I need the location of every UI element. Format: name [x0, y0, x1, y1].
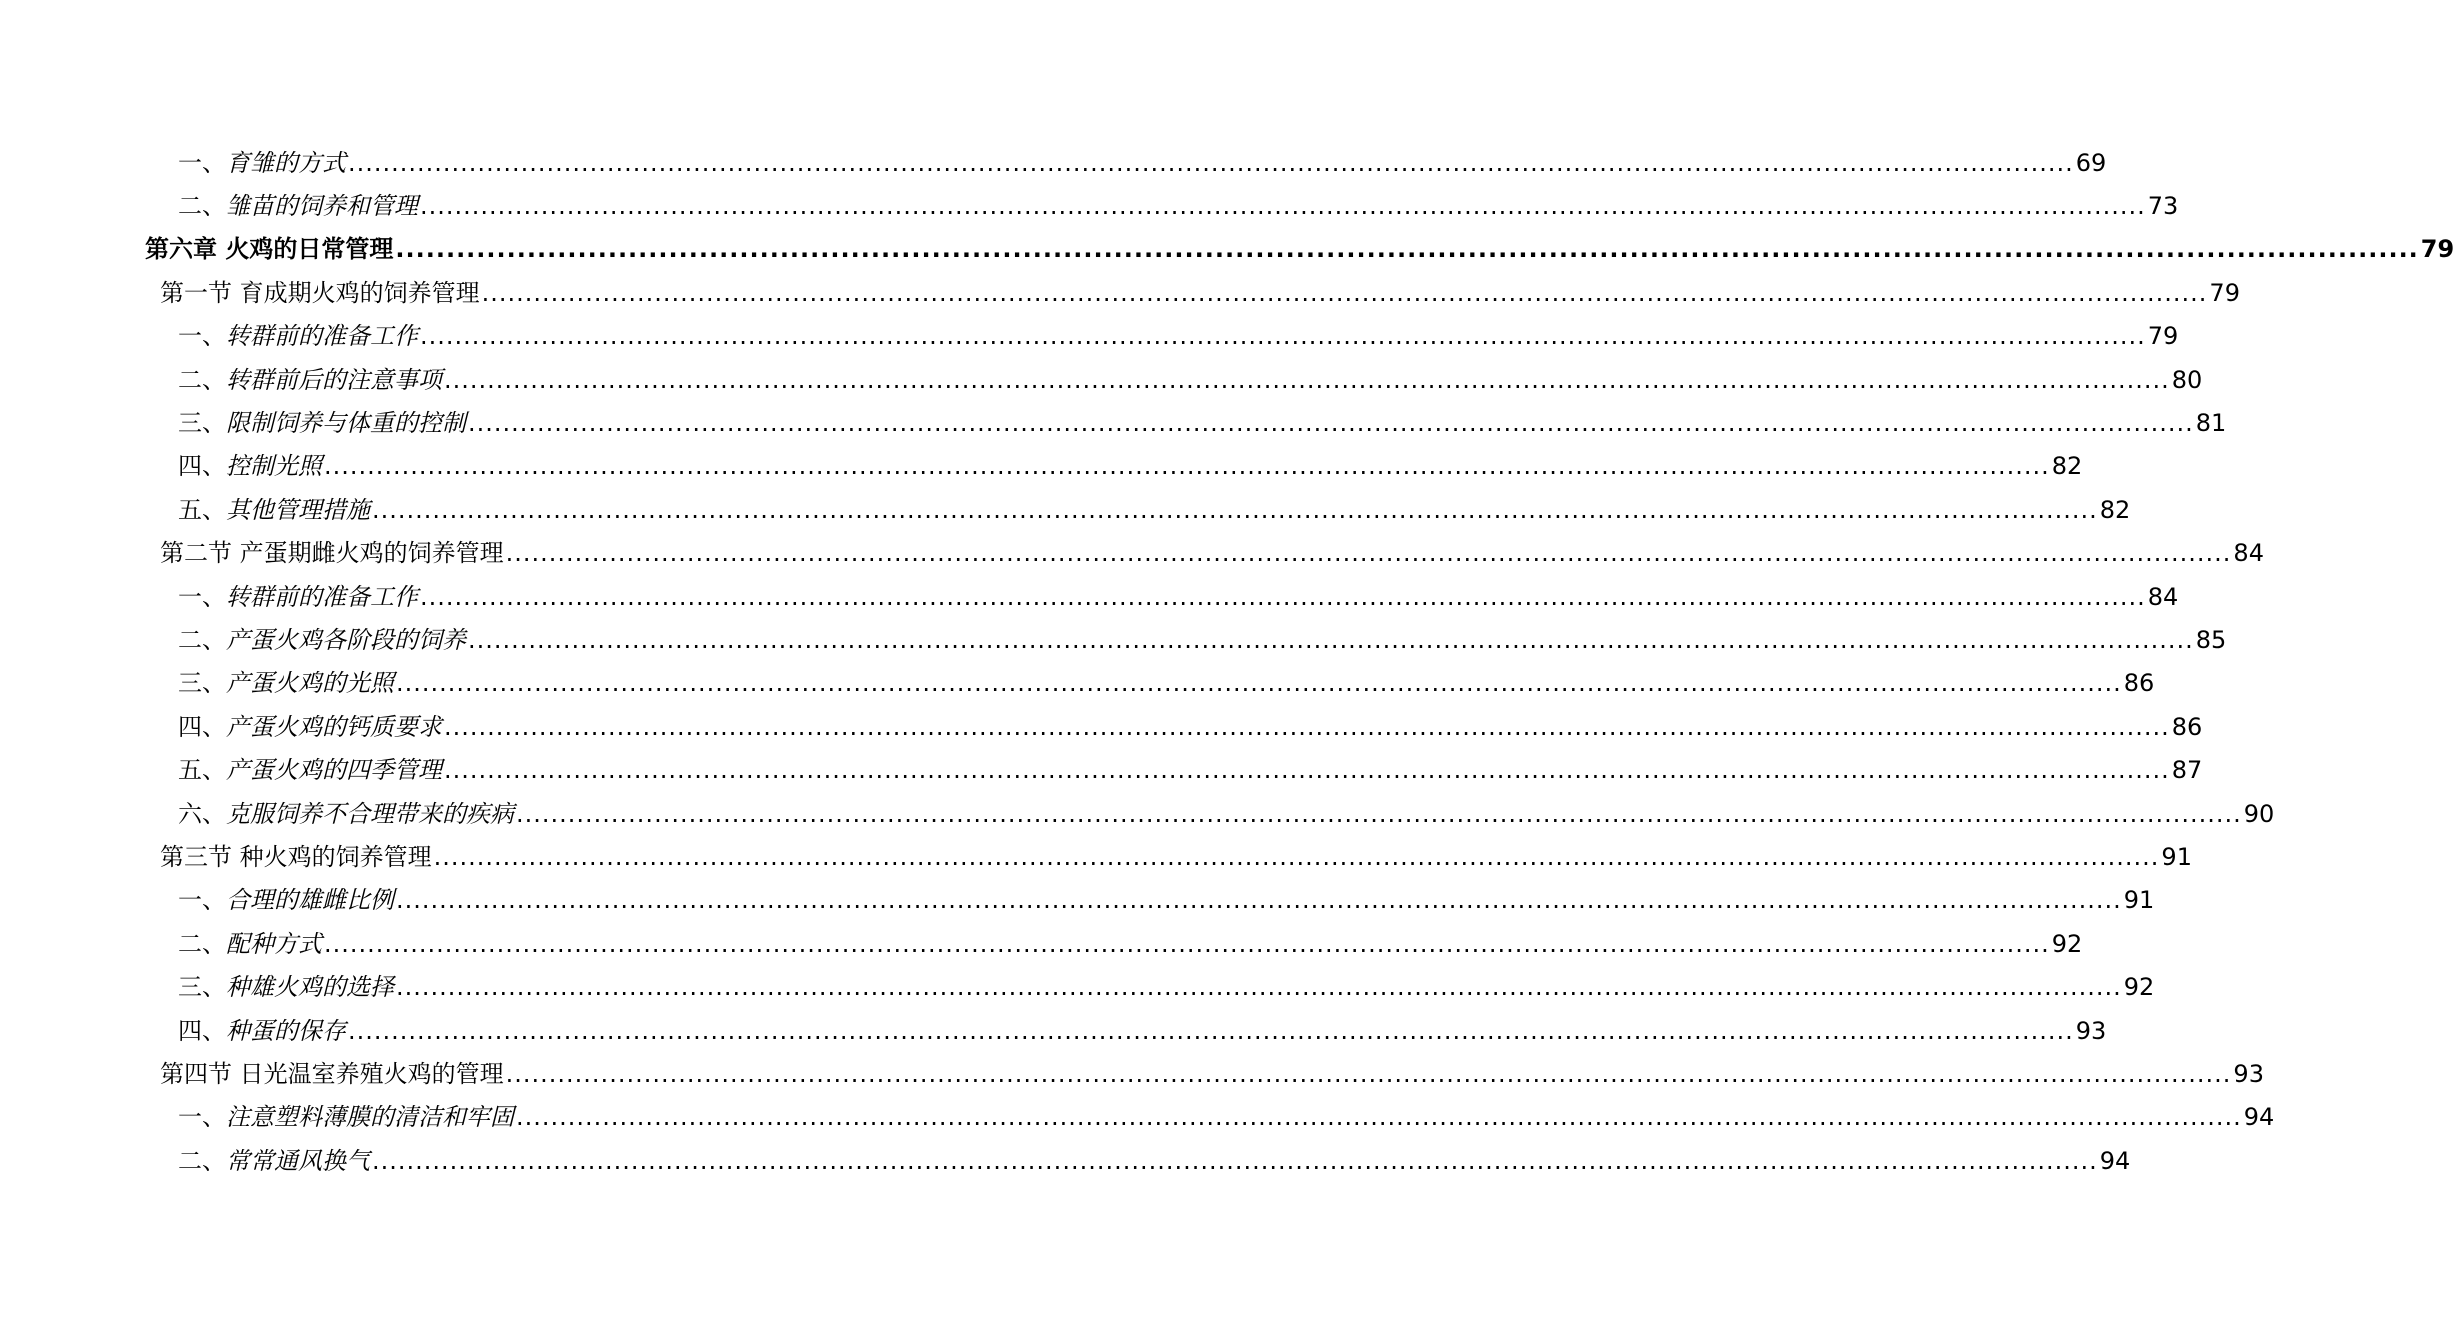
toc-entry-section[interactable] [0, 532, 2264, 575]
toc-entry-title: 第三节 种火鸡的饲养管理 [160, 842, 432, 871]
toc-entry-item[interactable] [0, 1096, 2275, 1139]
toc-dot-leader: ........................................................................................................................................................................................................ [468, 409, 2194, 438]
toc-entry-label [178, 668, 394, 698]
toc-entry-section[interactable] [0, 1052, 2264, 1095]
toc-entry-title: 限制饲养与体重的控制 [226, 409, 466, 438]
toc-entry-item[interactable] [0, 401, 2227, 444]
toc-entry-title: 第四节 日光温室养殖火鸡的管理 [160, 1059, 504, 1088]
toc-entry-item[interactable] [0, 575, 2179, 618]
toc-page-number: 79 [2209, 278, 2240, 307]
toc-dot-leader: ........................................................................................................................................................................................................ [348, 1016, 2074, 1045]
toc-page-number: 80 [2171, 365, 2203, 394]
toc-entry-item[interactable] [0, 792, 2275, 835]
toc-entry-number: 二、 [178, 1146, 226, 1175]
toc-entry-title: 转群前的准备工作 [226, 322, 418, 351]
toc-entry-label [178, 972, 394, 1002]
toc-entry-label [178, 799, 514, 829]
toc-entry-item[interactable] [0, 315, 2179, 358]
toc-page-number: 86 [2171, 712, 2203, 741]
toc-dot-leader: ........................................................................................................................................................................................................ [481, 278, 2208, 307]
toc-dot-leader: ........................................................................................................................................................................................................ [516, 799, 2242, 828]
toc-page-number: 73 [2147, 192, 2179, 221]
toc-entry-number: 三、 [178, 409, 226, 438]
toc-entry-label [178, 148, 346, 178]
toc-dot-leader: ........................................................................................................................................................................................................ [516, 1103, 2242, 1132]
toc-entry-number: 三、 [178, 669, 226, 698]
toc-page-number: 90 [2243, 799, 2275, 828]
toc-entry-number: 四、 [178, 1016, 226, 1045]
toc-entry-item[interactable] [0, 445, 2083, 488]
toc-entry-number: 二、 [178, 929, 226, 958]
toc-page-number: 86 [2123, 669, 2155, 698]
toc-page-number: 91 [2123, 886, 2155, 915]
toc-entry-label [178, 321, 418, 351]
toc-entry-number: 一、 [178, 148, 226, 177]
toc-entry-item[interactable] [0, 184, 2179, 227]
toc-page-number: 87 [2171, 756, 2203, 785]
toc-entry-title: 产蛋火鸡的钙质要求 [226, 712, 442, 741]
toc-dot-leader: ........................................................................................................................................................................................................ [433, 842, 2160, 871]
toc-entry-item[interactable] [0, 358, 2203, 401]
toc-entry-label [178, 451, 322, 481]
toc-entry-label [178, 929, 322, 959]
toc-dot-leader: ........................................................................................................................................................................................................ [396, 886, 2122, 915]
toc-entry-title: 合理的雄雌比例 [226, 886, 394, 915]
toc-dot-leader: ........................................................................................................................................................................................................ [444, 756, 2170, 785]
toc-page-number: 81 [2195, 409, 2227, 438]
toc-entry-title: 第二节 产蛋期雌火鸡的饲养管理 [160, 539, 504, 568]
toc-entry-title: 产蛋火鸡各阶段的饲养 [226, 625, 466, 654]
toc-page-number: 79 [2420, 235, 2454, 264]
toc-entry-title: 产蛋火鸡的光照 [226, 669, 394, 698]
toc-dot-leader: ........................................................................................................................................................................................................ [396, 669, 2122, 698]
toc-entry-title: 第六章 火鸡的日常管理 [145, 235, 394, 264]
toc-entry-title: 其他管理措施 [226, 495, 370, 524]
toc-page-number: 94 [2243, 1103, 2275, 1132]
toc-page-number: 82 [2051, 452, 2083, 481]
toc-dot-leader: ........................................................................................................................................................................................................ [505, 1059, 2232, 1088]
toc-entry-title: 注意塑料薄膜的清洁和牢固 [226, 1103, 514, 1132]
toc-entry-title: 转群前的准备工作 [226, 582, 418, 611]
toc-dot-leader: ........................................................................................................................................................................................................ [420, 192, 2146, 221]
toc-entry-label [160, 842, 432, 872]
toc-page-number: 92 [2123, 973, 2155, 1002]
toc-dot-leader: ........................................................................................................................................................................................................ [395, 235, 2419, 264]
toc-page-number: 94 [2099, 1146, 2131, 1175]
toc-dot-leader: ........................................................................................................................................................................................................ [505, 539, 2232, 568]
toc-entry-number: 二、 [178, 192, 226, 221]
toc-page-number: 85 [2195, 625, 2227, 654]
toc-entry-number: 一、 [178, 582, 226, 611]
toc-entry-label [178, 885, 394, 915]
toc-entry-item[interactable] [0, 141, 2107, 184]
toc-entry-number: 二、 [178, 365, 226, 394]
toc-entry-item[interactable] [0, 965, 2155, 1008]
toc-entry-title: 种蛋的保存 [226, 1016, 346, 1045]
toc-page-number: 84 [2147, 582, 2179, 611]
toc-entry-item[interactable] [0, 879, 2155, 922]
toc-entry-number: 三、 [178, 973, 226, 1002]
toc-entry-title: 配种方式 [226, 929, 322, 958]
toc-entry-label [178, 755, 442, 785]
toc-entry-section[interactable] [0, 271, 2240, 314]
toc-entry-label [178, 191, 418, 221]
toc-entry-number: 四、 [178, 452, 226, 481]
toc-entry-item[interactable] [0, 662, 2155, 705]
toc-dot-leader: ........................................................................................................................................................................................................ [420, 322, 2146, 351]
toc-entry-number: 一、 [178, 322, 226, 351]
toc-dot-leader: ........................................................................................................................................................................................................ [372, 1146, 2098, 1175]
toc-dot-leader: ........................................................................................................................................................................................................ [396, 973, 2122, 1002]
toc-page-number: 93 [2075, 1016, 2107, 1045]
toc-entry-label [178, 408, 466, 438]
toc-entry-item[interactable] [0, 1139, 2131, 1182]
toc-page-number: 92 [2051, 929, 2083, 958]
toc-entry-item[interactable] [0, 748, 2203, 791]
toc-entry-item[interactable] [0, 922, 2083, 965]
toc-dot-leader: ........................................................................................................................................................................................................ [372, 495, 2098, 524]
toc-entry-title: 雏苗的饲养和管理 [226, 192, 418, 221]
toc-entry-number: 一、 [178, 886, 226, 915]
toc-entry-item[interactable] [0, 1009, 2107, 1052]
toc-entry-item[interactable] [0, 488, 2131, 531]
table-of-contents [0, 141, 2454, 1182]
toc-entry-title: 产蛋火鸡的四季管理 [226, 756, 442, 785]
toc-entry-label [178, 712, 442, 742]
toc-entry-label [178, 625, 466, 655]
toc-entry-label [178, 1016, 346, 1046]
toc-entry-label [160, 278, 480, 308]
toc-entry-label [160, 1059, 504, 1089]
toc-entry-title: 育雏的方式 [226, 148, 346, 177]
toc-entry-label [178, 1102, 514, 1132]
toc-entry-number: 五、 [178, 756, 226, 785]
toc-entry-chapter[interactable] [0, 228, 2454, 271]
toc-dot-leader: ........................................................................................................................................................................................................ [420, 582, 2146, 611]
toc-dot-leader: ........................................................................................................................................................................................................ [444, 712, 2170, 741]
toc-entry-label [178, 1146, 370, 1176]
toc-entry-label [178, 495, 370, 525]
toc-entry-title: 第一节 育成期火鸡的饲养管理 [160, 278, 480, 307]
toc-entry-label [145, 234, 393, 264]
toc-entry-number: 一、 [178, 1103, 226, 1132]
toc-page-number: 93 [2233, 1059, 2264, 1088]
toc-entry-title: 常常通风换气 [226, 1146, 370, 1175]
toc-entry-item[interactable] [0, 618, 2227, 661]
toc-entry-title: 种雄火鸡的选择 [226, 973, 394, 1002]
toc-entry-item[interactable] [0, 705, 2203, 748]
toc-page-number: 69 [2075, 148, 2107, 177]
toc-entry-number: 五、 [178, 495, 226, 524]
toc-entry-label [178, 365, 442, 395]
toc-page-number: 84 [2233, 539, 2264, 568]
toc-entry-title: 控制光照 [226, 452, 322, 481]
toc-entry-number: 二、 [178, 625, 226, 654]
toc-entry-label [178, 582, 418, 612]
toc-page-number: 82 [2099, 495, 2131, 524]
toc-dot-leader: ........................................................................................................................................................................................................ [444, 365, 2170, 394]
toc-dot-leader: ........................................................................................................................................................................................................ [348, 148, 2074, 177]
toc-entry-title: 转群前后的注意事项 [226, 365, 442, 394]
toc-page-number: 91 [2161, 842, 2192, 871]
toc-entry-title: 克服饲养不合理带来的疾病 [226, 799, 514, 828]
toc-entry-section[interactable] [0, 835, 2192, 878]
toc-dot-leader: ........................................................................................................................................................................................................ [324, 929, 2050, 958]
toc-dot-leader: ........................................................................................................................................................................................................ [468, 625, 2194, 654]
toc-entry-number: 四、 [178, 712, 226, 741]
toc-page-number: 79 [2147, 322, 2179, 351]
toc-entry-number: 六、 [178, 799, 226, 828]
toc-dot-leader: ........................................................................................................................................................................................................ [324, 452, 2050, 481]
toc-entry-label [160, 538, 504, 568]
